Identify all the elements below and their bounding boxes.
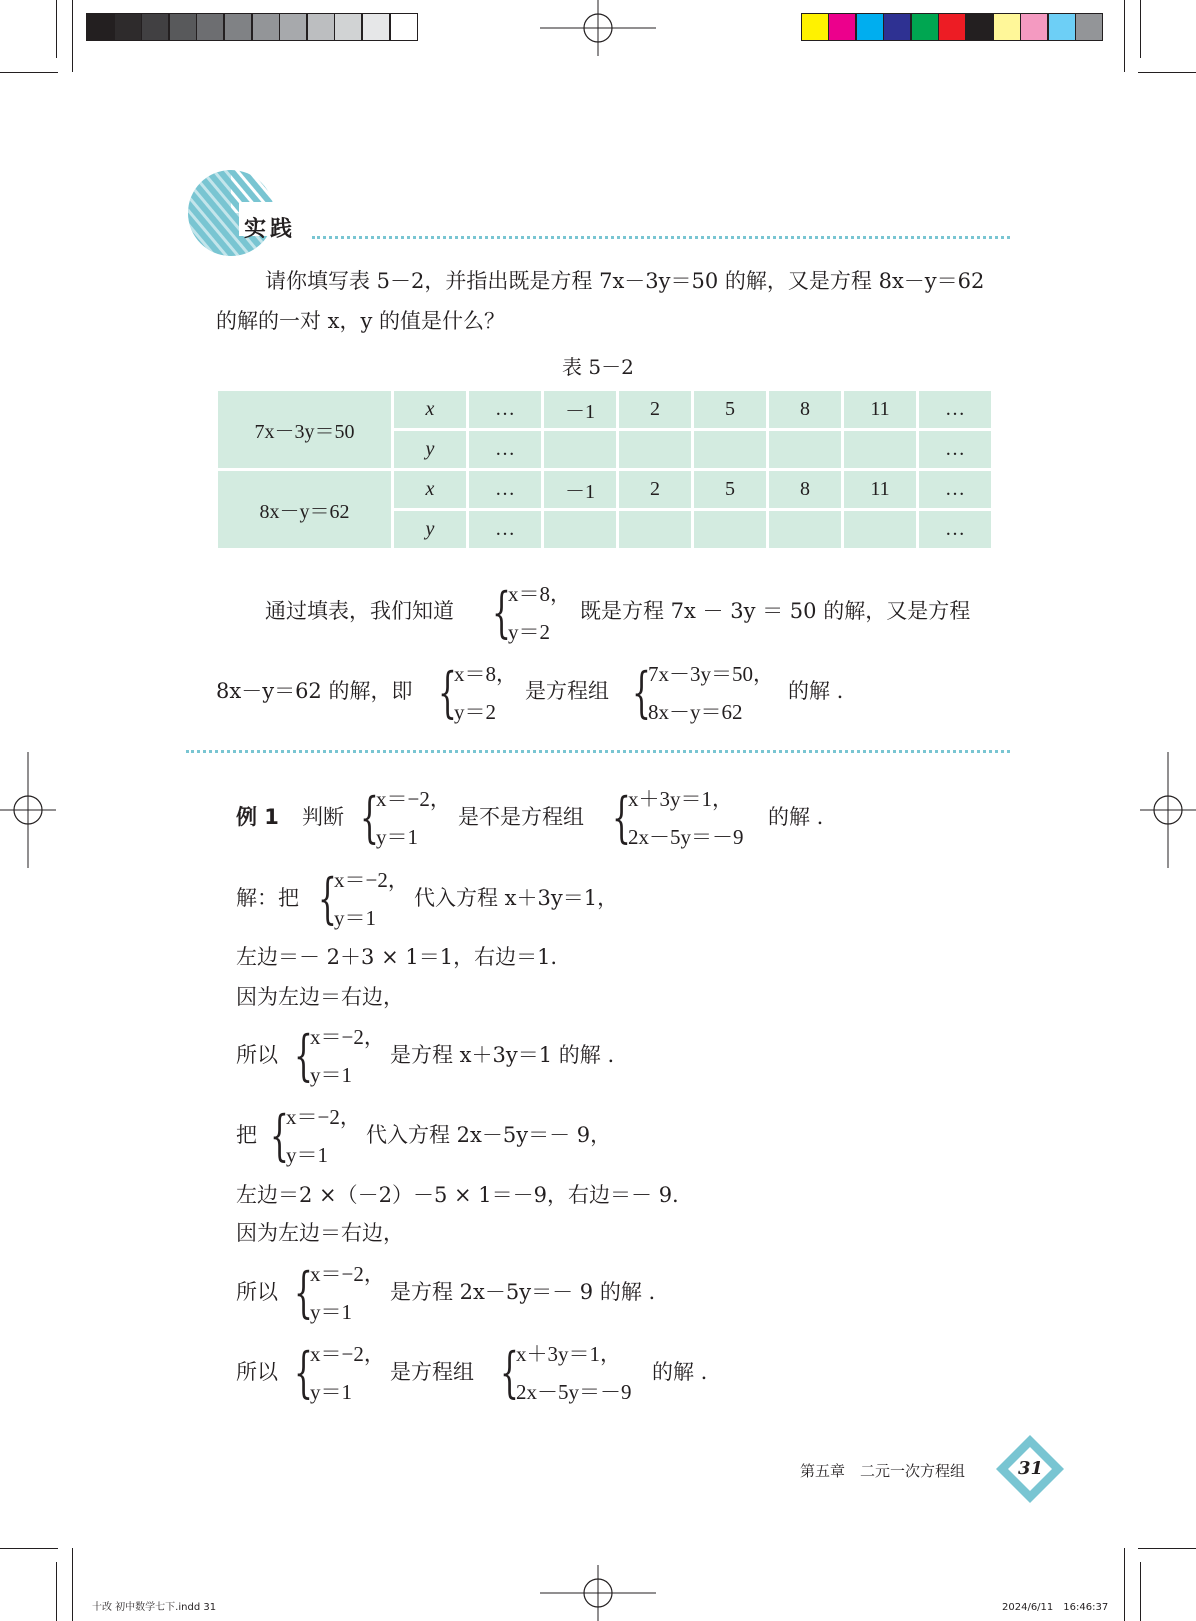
example-system-1: { x＝−2， y＝1	[360, 786, 451, 849]
equation-cell: 8x－y＝62	[217, 470, 393, 550]
equation-cell: 7x－3y＝50	[217, 390, 393, 470]
solution-step-1a: 解：把	[236, 886, 299, 910]
section-title: 实践	[244, 217, 297, 242]
value-table	[215, 388, 994, 551]
table-cell: …	[918, 430, 993, 470]
table-cell: …	[918, 390, 993, 430]
table-cell: …	[918, 510, 993, 550]
gray-swatch	[86, 13, 114, 41]
table-cell: 11	[843, 390, 918, 430]
example-question-b: 是不是方程组	[458, 805, 584, 829]
solution-step-9b: 是方程组	[390, 1360, 474, 1384]
registration-mark-left	[0, 752, 56, 868]
gray-swatch	[141, 13, 169, 41]
chapter-title: 第五章 二元一次方程组	[800, 1462, 966, 1480]
system-equations-pair: { 7x－3y＝50， 8x－y＝62	[632, 661, 774, 724]
table-cell[interactable]	[843, 510, 918, 550]
solution-system-1: { x＝−2， y＝1	[318, 867, 409, 930]
solution-system-2: { x＝−2， y＝1	[294, 1024, 385, 1087]
process-swatch	[856, 13, 884, 41]
gray-swatch	[334, 13, 362, 41]
table-cell[interactable]	[843, 430, 918, 470]
summary-line-2a: 8x－y＝62 的解，即	[216, 679, 413, 703]
gray-swatch	[114, 13, 142, 41]
registration-mark-top	[540, 0, 656, 56]
system-x8-y2-a: { x＝8， y＝2	[492, 581, 571, 644]
table-cell: 8	[768, 390, 843, 430]
gray-swatch	[224, 13, 252, 41]
gray-swatch	[362, 13, 390, 41]
table-cell: 5	[693, 390, 768, 430]
summary-line-1a: 通过填表，我们知道	[265, 599, 454, 623]
solution-system-6: { x＋3y＝1， 2x－5y＝－9	[500, 1341, 632, 1404]
gray-swatch	[279, 13, 307, 41]
gray-swatch	[390, 13, 418, 41]
solution-step-6: 左边＝2 ×（－2）－5 × 1＝－9，右边＝－ 9.	[236, 1183, 679, 1207]
summary-line-2b: 是方程组	[525, 679, 609, 703]
table-cell: …	[468, 510, 543, 550]
table-cell[interactable]	[543, 430, 618, 470]
table-cell: …	[468, 470, 543, 510]
table-cell: …	[918, 470, 993, 510]
table-cell: 5	[693, 470, 768, 510]
process-swatch	[965, 13, 993, 41]
system-x8-y2-b: { x＝8， y＝2	[438, 661, 517, 724]
process-swatch	[828, 13, 856, 41]
solution-step-7: 因为左边＝右边，	[236, 1221, 404, 1245]
example-question-c: 的解 .	[768, 805, 824, 829]
section-bottom-rule	[186, 750, 1010, 753]
solution-step-4a: 所以	[236, 1043, 278, 1067]
table-cell[interactable]	[543, 510, 618, 550]
process-swatch	[801, 13, 829, 41]
process-swatch	[938, 13, 966, 41]
solution-system-5: { x＝−2， y＝1	[294, 1341, 385, 1404]
file-info: 十改 初中数学七下.indd 31	[92, 1602, 217, 1613]
gray-swatch	[252, 13, 280, 41]
solution-step-5a: 把	[236, 1123, 257, 1147]
solution-step-8a: 所以	[236, 1280, 278, 1304]
table-cell: 2	[618, 390, 693, 430]
gray-swatch	[196, 13, 224, 41]
table-cell[interactable]	[768, 430, 843, 470]
variable-label: x	[393, 470, 468, 510]
process-swatch	[1075, 13, 1103, 41]
solution-step-9a: 所以	[236, 1360, 278, 1384]
table-cell: 2	[618, 470, 693, 510]
example-system-2: { x＋3y＝1， 2x－5y＝－9	[612, 786, 744, 849]
summary-line-2c: 的解 .	[788, 679, 844, 703]
solution-step-5b: 代入方程 2x－5y＝－ 9，	[366, 1123, 612, 1147]
table-cell: …	[468, 430, 543, 470]
table-cell[interactable]	[618, 510, 693, 550]
registration-mark-right	[1140, 752, 1196, 868]
gray-swatch	[169, 13, 197, 41]
process-swatch	[883, 13, 911, 41]
section-top-rule	[312, 236, 1010, 239]
table-row	[217, 470, 993, 510]
solution-step-3: 因为左边＝右边，	[236, 985, 404, 1009]
variable-label: x	[393, 390, 468, 430]
print-timestamp: 2024/6/11 16:46:37	[1002, 1602, 1109, 1613]
table-cell[interactable]	[693, 510, 768, 550]
process-swatch	[1020, 13, 1048, 41]
table-cell: …	[468, 390, 543, 430]
table-cell: －1	[543, 390, 618, 430]
table-cell: 11	[843, 470, 918, 510]
process-swatch	[911, 13, 939, 41]
gray-swatch	[307, 13, 335, 41]
solution-system-3: { x＝−2， y＝1	[270, 1104, 361, 1167]
table-cell[interactable]	[768, 510, 843, 550]
variable-label: y	[393, 430, 468, 470]
solution-step-9c: 的解 .	[652, 1360, 708, 1384]
summary-line-1b: 既是方程 7x － 3y ＝ 50 的解，又是方程	[580, 599, 971, 623]
intro-line-1: 请你填写表 5－2，并指出既是方程 7x－3y＝50 的解，又是方程 8x－y＝62	[265, 269, 985, 293]
table-caption: 表 5－2	[562, 355, 634, 379]
solution-step-4b: 是方程 x＋3y＝1 的解 .	[390, 1043, 615, 1067]
table-cell: 8	[768, 470, 843, 510]
page-number: 31	[1018, 1458, 1044, 1479]
table-cell[interactable]	[693, 430, 768, 470]
solution-system-4: { x＝−2， y＝1	[294, 1261, 385, 1324]
solution-step-2: 左边＝－ 2＋3 × 1＝1，右边＝1.	[236, 945, 558, 969]
solution-step-8b: 是方程 2x－5y＝－ 9 的解 .	[390, 1280, 656, 1304]
intro-line-2: 的解的一对 x，y 的值是什么？	[216, 309, 506, 333]
process-swatch	[1048, 13, 1076, 41]
example-label: 例 1	[236, 805, 279, 829]
example-question-a: 判断	[302, 805, 344, 829]
process-swatch	[993, 13, 1021, 41]
solution-step-1b: 代入方程 x＋3y＝1，	[414, 886, 619, 910]
registration-mark-bottom	[540, 1565, 656, 1621]
table-row	[217, 390, 993, 430]
table-cell: －1	[543, 470, 618, 510]
variable-label: y	[393, 510, 468, 550]
table-cell[interactable]	[618, 430, 693, 470]
